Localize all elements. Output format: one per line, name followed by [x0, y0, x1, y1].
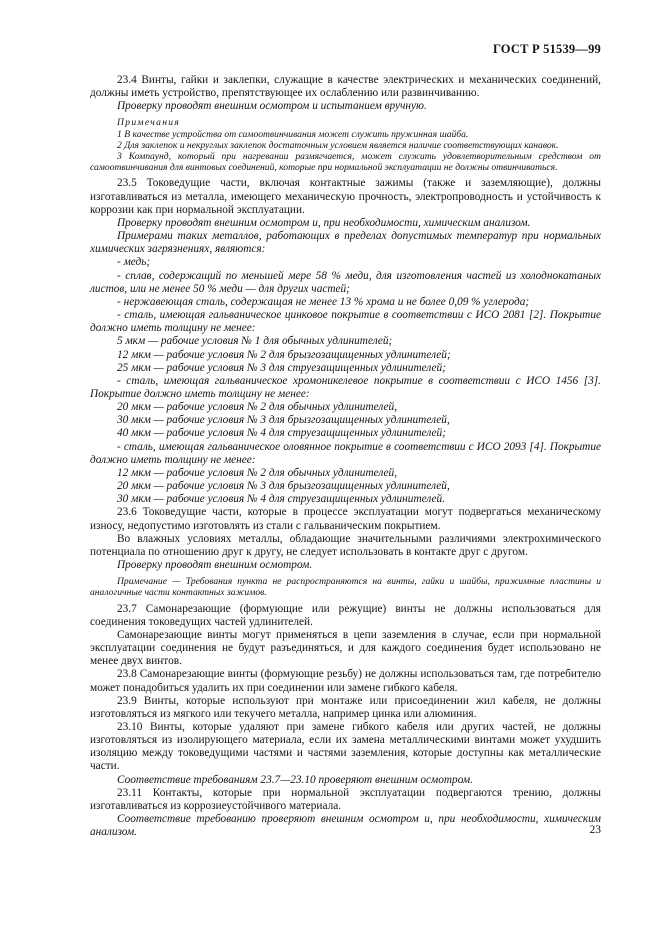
paragraph: 25 мкм — рабочие условия № 3 для струезащищенных удлинителей; — [117, 361, 446, 374]
paragraph: 23.8 Самонарезающие винты (формующие резьбу) не должны использоваться там, где потребителю может понадобиться удалить их при соединении или замене гибкого кабеля. — [90, 668, 601, 694]
paragraph: 12 мкм — рабочие условия № 2 для брызгозащищенных удлинителей; — [117, 348, 451, 361]
note-paragraph: Примечания — [117, 117, 181, 129]
paragraph: Соответствие требованию проверяют внешним осмотром и, при необходимости, химическим анализом. — [90, 813, 601, 839]
paragraph: - медь; — [117, 256, 151, 269]
paragraph: 20 мкм — рабочие условия № 2 для обычных удлинителей, — [117, 401, 398, 414]
paragraph: 23.10 Винты, которые удаляют при замене гибкого кабеля или других частей, не должны изготовляться из изолирующего материала, если их замена металлическими винтами может ухудшить изоляцию между токоведущими частями и частями заземления, которые доступны как металлические части. — [90, 720, 601, 773]
document-body — [90, 74, 601, 839]
paragraph: Самонарезающие винты могут применяться в цепи заземления в случае, если при нормальной эксплуатации соединения не будут разъединяться, и для каждого соединения будет использовано не менее двух винтов. — [90, 628, 601, 668]
paragraph: 30 мкм — рабочие условия № 4 для струезащищенных удлинителей. — [117, 493, 446, 506]
paragraph: Проверку проводят внешним осмотром. — [117, 559, 313, 572]
note-paragraph: 1 В качестве устройства от самоотвинчивания может служить пружинная шайба. — [117, 128, 469, 140]
paragraph: 23.11 Контакты, которые при нормальной эксплуатации подвергаются трению, должны изготавливаться из коррозиеустойчивого материала. — [90, 786, 601, 812]
paragraph: 12 мкм — рабочие условия № 2 для обычных удлинителей, — [117, 466, 398, 479]
paragraph: 23.9 Винты, которые используют при монтаже или присоединении жил кабеля, не должны изготовляться из мягкого или текучего металла, например цинка или алюминия. — [90, 694, 601, 720]
note-paragraph: 2 Для заклепок и некруглых заклепок достаточным условием является наличие соответствующих канавок. — [117, 139, 559, 151]
paragraph: 23.5 Токоведущие части, включая контактные зажимы (также и заземляющие), должны изготавливаться из металла, имеющего механическую прочность, электропроводность и устойчивость к коррозии как при нормальной эксплуатации. — [90, 177, 601, 216]
paragraph: Примерами таких металлов, работающих в пределах допустимых температур при нормальных химических загрязнениях, являются: — [90, 230, 601, 256]
paragraph: Проверку проводят внешним осмотром и, при необходимости, химическим анализом. — [117, 216, 531, 229]
paragraph: 30 мкм — рабочие условия № 3 для брызгозащищенных удлинителей, — [117, 414, 450, 427]
paragraph: - сталь, имеющая гальваническое цинковое покрытие в соответствии с ИСО 2081 [2]. Покрытие должно иметь толщину не менее: — [90, 309, 601, 335]
paragraph: - нержавеющая сталь, содержащая не менее 13 % хрома и не более 0,09 % углерода; — [117, 295, 530, 308]
document-header: ГОСТ Р 51539—99 — [492, 42, 601, 56]
paragraph: Соответствие требованиям 23.7—23.10 проверяют внешним осмотром. — [117, 773, 473, 786]
paragraph: - сталь, имеющая гальваническое оловянное покрытие в соответствии с ИСО 2093 [4]. Покрытие должно иметь толщину не менее: — [90, 440, 601, 466]
paragraph: 20 мкм — рабочие условия № 3 для брызгозащищенных удлинителей, — [117, 480, 450, 493]
paragraph: Проверку проводят внешним осмотром и испытанием вручную. — [117, 100, 427, 113]
paragraph: - сплав, содержащий по меньшей мере 58 % меди, для изготовления частей из холоднокатаных листов, или не менее 50 % меди — для других частей; — [90, 269, 601, 295]
page-number: 23 — [589, 824, 601, 836]
paragraph: 23.7 Самонарезающие (формующие или режущие) винты не должны использоваться для соединения токоведущих частей удлинителей. — [90, 602, 601, 628]
paragraph: 5 мкм — рабочие условия № 1 для обычных удлинителей; — [117, 335, 393, 348]
note-paragraph: Примечание — Требования пункта не распространяются на винты, гайки и шайбы, прижимные пластины и аналогичные части контактных зажимов. — [90, 576, 601, 599]
note-paragraph: 3 Компаунд, который при нагревании размягчается, может служить удовлетворительным средством от самоотвинчивания для винтовых соединений, которые при нормальной эксплуатации не должны отвинчиваться. — [90, 151, 601, 174]
paragraph: Во влажных условиях металлы, обладающие значительными различиями электрохимического потенциала по отношению друг к другу, не следует использовать в контакте друг с другом. — [90, 532, 601, 558]
paragraph: - сталь, имеющая гальваническое хромоникелевое покрытие в соответствии с ИСО 1456 [3]. Покрытие должно иметь толщину не менее: — [90, 374, 601, 400]
paragraph: 23.6 Токоведущие части, которые в процессе эксплуатации могут подвергаться механическому износу, недопустимо изготовлять из стали с гальваническим покрытием. — [90, 506, 601, 532]
paragraph: 23.4 Винты, гайки и заклепки, служащие в качестве электрических и механических соединений, должны иметь устройство, препятствующее их ослаблению или развинчиванию. — [90, 74, 601, 100]
paragraph: 40 мкм — рабочие условия № 4 для струезащищенных удлинителей; — [117, 427, 446, 440]
